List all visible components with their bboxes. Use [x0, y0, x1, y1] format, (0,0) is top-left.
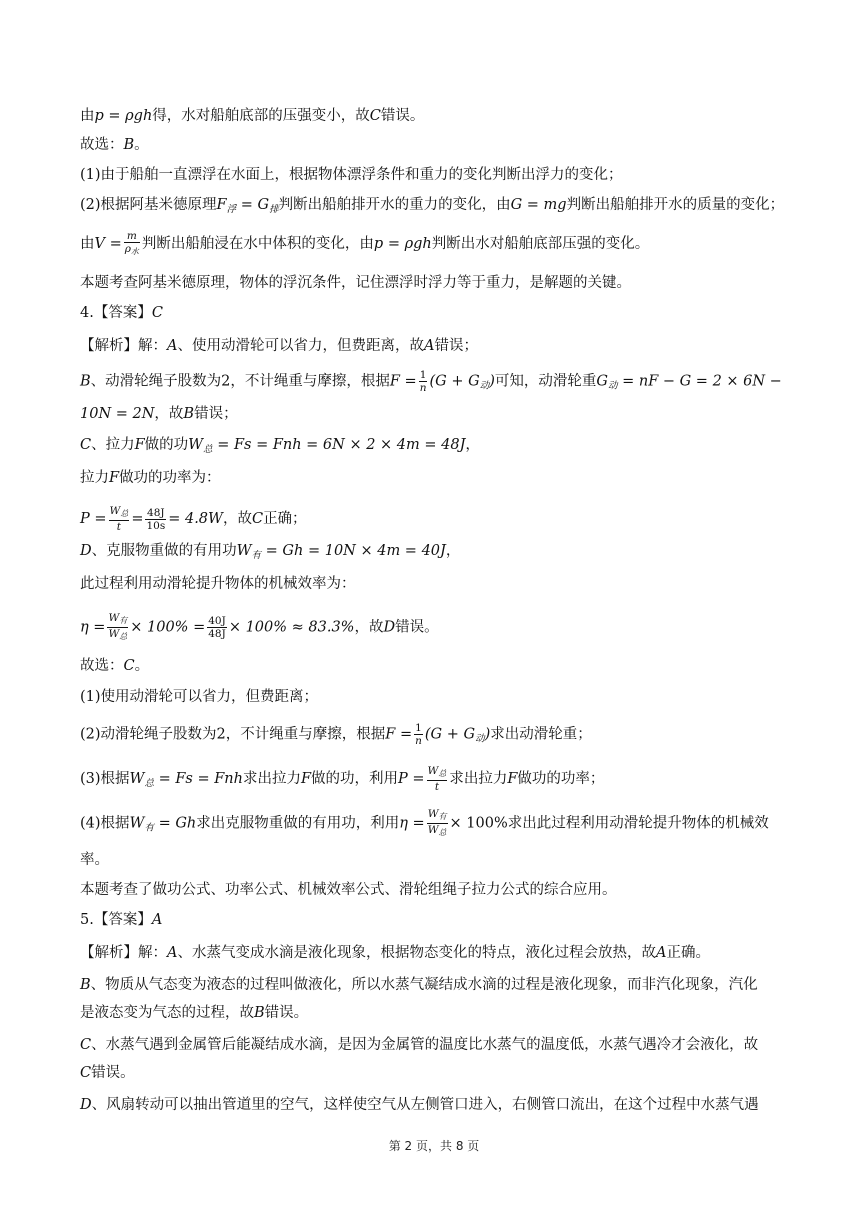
formula: 10N = 2N: [80, 406, 155, 422]
option-letter: B: [80, 977, 91, 993]
text: (4)根据: [80, 815, 130, 832]
fraction-numerator: [109, 505, 130, 521]
text: ρ: [124, 243, 131, 255]
text: 求出动滑轮重；: [490, 726, 592, 743]
q5-answer: [80, 910, 162, 930]
q3-pressure-line: [80, 106, 424, 126]
text: 、物质从气态变为液态的过程叫做液化，所以水蒸气凝结成水滴的过程是液化现象，而非汽化现象，汽化: [90, 977, 758, 993]
text: ，不计绳重与摩擦，根据: [230, 373, 390, 390]
fraction: [419, 369, 428, 394]
formula: η =: [399, 815, 425, 832]
formula: V =: [94, 236, 122, 252]
number: 2: [221, 373, 231, 390]
q4-analysis-a: [80, 336, 478, 356]
fraction-numerator: m: [124, 230, 140, 243]
formula: W: [129, 815, 145, 832]
text: 求出拉力: [449, 771, 508, 787]
text: 拉力: [80, 470, 109, 486]
option-letter: D: [383, 619, 396, 636]
text: 本题考查了做功公式、功率公式、机械效率公式、滑轮组绳子拉力公式的综合应用。: [80, 882, 617, 898]
q5-analysis-c2: [80, 1063, 135, 1083]
q5-analysis-d1: [80, 1095, 759, 1115]
text: ，故: [222, 511, 252, 527]
option-letter: B: [123, 137, 135, 153]
formula: p = ρgh: [373, 236, 432, 252]
text: 故选：: [80, 658, 124, 674]
formula: W: [188, 437, 204, 453]
page-number-footer: 第 2 页，共 8 页: [388, 1139, 480, 1153]
formula: = nF − G = 2 × 6N −: [617, 373, 782, 390]
text: 、风扇转动可以抽出管道里的空气，这样使空气从左侧管口进入，右侧管口流出，在这个过程中水蒸气遇: [91, 1097, 759, 1113]
formula: × 100% =: [130, 619, 206, 636]
text: 、克服物重做的有用功: [91, 543, 237, 559]
q4-analysis-d2: [80, 574, 356, 594]
formula: × 100% ≈ 83.3%: [228, 619, 355, 636]
text: 。: [134, 137, 149, 153]
fraction-numerator: 40J: [208, 615, 226, 627]
option-letter: C: [80, 1037, 92, 1053]
formula: = G: [236, 197, 270, 213]
text: 错误。: [91, 1065, 135, 1081]
option-letter: C: [251, 511, 264, 527]
text: 判断出水对船舶底部压强的变化。: [431, 236, 650, 252]
fraction-numerator: 1: [415, 722, 422, 734]
formula: F =: [385, 726, 413, 743]
option-letter: B: [183, 406, 195, 422]
fraction-denominator: t: [434, 781, 440, 793]
option-letter: A: [423, 338, 435, 354]
formula: G = mg: [510, 197, 567, 213]
text: (3)根据: [80, 771, 130, 787]
q3-analysis-2: [80, 195, 784, 220]
formula: = Fs = Fnh = 6N × 2 × 4m = 48J: [212, 437, 466, 453]
formula: G: [596, 373, 608, 390]
fraction-denominator: 48J: [208, 628, 226, 640]
q4-point-3: [80, 765, 604, 794]
fraction: [427, 765, 448, 793]
text: 【解析】解：: [80, 945, 167, 961]
text: 由: [80, 236, 95, 252]
formula: = Gh: [153, 815, 197, 832]
fraction: [107, 612, 128, 643]
formula: W: [129, 771, 145, 787]
q4-answer: [80, 303, 163, 323]
text: 故选：: [80, 137, 124, 153]
subscript: 水: [130, 247, 139, 256]
option-letter: A: [151, 912, 163, 928]
option-letter: C: [151, 305, 163, 321]
fraction-denominator: n: [415, 735, 422, 747]
subscript: 有: [251, 550, 262, 561]
option-letter: A: [655, 945, 667, 961]
text: ，: [445, 543, 461, 559]
subscript: 总: [438, 769, 447, 778]
text: 做功的功率；: [517, 771, 605, 787]
q5-analysis-b2: [80, 1003, 308, 1023]
fraction-denominator: [124, 243, 140, 258]
q4-analysis-b1: [80, 369, 782, 397]
text: ，不计绳重与摩擦，根据: [225, 726, 386, 743]
q3-answer-choice: [80, 135, 149, 155]
q3-summary: [80, 273, 631, 293]
text: 。: [134, 658, 150, 674]
text: W: [108, 612, 120, 624]
text: (1)使用动滑轮可以省力，但费距离；: [80, 689, 319, 705]
fraction: [124, 230, 140, 258]
text: 求出克服物重做的有用功，利用: [196, 815, 400, 832]
formula: =: [131, 511, 144, 527]
text: 做功的功率为：: [119, 470, 221, 486]
option-letter: A: [167, 338, 178, 354]
option-letter: C: [369, 108, 381, 124]
q4-answer-choice: [80, 656, 149, 676]
q4-point-1: [80, 687, 318, 707]
text: 正确；: [263, 511, 307, 527]
subscript: 总: [438, 828, 447, 837]
text: W: [109, 505, 121, 517]
q5-analysis-b1: [80, 975, 758, 995]
option-letter: B: [80, 373, 91, 390]
q3-analysis-1: [80, 165, 623, 185]
fraction: [427, 808, 448, 839]
text: W: [427, 765, 439, 777]
q4-analysis-c3: [80, 505, 307, 533]
text: 是液态变为气态的过程，故: [80, 1005, 254, 1021]
option-letter: C: [80, 1065, 92, 1081]
text: 做的功: [144, 437, 189, 453]
text: 错误。: [264, 1005, 309, 1021]
fraction: [145, 507, 166, 532]
text: ，: [465, 437, 480, 453]
formula: = Gh = 10N × 4m = 40J: [261, 543, 446, 559]
text: 求出拉力: [242, 771, 301, 787]
subscript: 有: [438, 812, 447, 821]
fraction-denominator: [427, 824, 448, 839]
subscript: 有: [119, 616, 128, 625]
formula: F: [300, 771, 312, 787]
fraction-denominator: t: [116, 521, 122, 533]
answer-label: 4.【答案】: [80, 305, 152, 321]
fraction: [207, 615, 227, 640]
text: 、水蒸气变成水滴是液化现象，根据物态变化的特点，液化过程会放热，故: [177, 945, 656, 961]
text: 判断出船舶浸在水中体积的变化，由: [141, 236, 374, 252]
text: W: [108, 628, 120, 640]
subscript: 排: [269, 204, 279, 215]
option-letter: A: [167, 945, 178, 961]
text: 、使用动滑轮可以省力，但费距离，故: [177, 338, 424, 354]
text: 错误；: [434, 338, 478, 354]
option-letter: D: [80, 1097, 92, 1113]
subscript: 动: [479, 380, 490, 392]
formula: = 4.8W: [168, 511, 223, 527]
formula: × 100%: [449, 815, 508, 832]
text: 错误；: [194, 406, 238, 422]
q4-point-4-cont: [80, 850, 109, 870]
text: ，故: [354, 619, 384, 636]
formula: W: [236, 543, 252, 559]
text: ，故: [154, 406, 184, 422]
subscript: 总: [144, 778, 154, 789]
text: 做的功，利用: [311, 771, 399, 787]
text: 错误。: [380, 108, 425, 124]
option-letter: D: [80, 543, 92, 559]
formula: ): [489, 373, 495, 390]
subscript: 浮: [226, 204, 237, 215]
formula: (G + G: [424, 726, 476, 743]
text: 错误。: [395, 619, 439, 636]
formula: ): [484, 726, 491, 743]
number: 2: [216, 726, 226, 743]
text: 、动滑轮绳子股数为: [90, 373, 222, 390]
q4-analysis-b2: [80, 404, 238, 424]
answer-label: 5.【答案】: [80, 912, 152, 928]
formula: η =: [80, 619, 106, 636]
subscript: 总: [120, 509, 129, 518]
text: 由: [80, 108, 95, 124]
fraction-numerator: 48J: [147, 506, 165, 519]
text: 判断出船舶排开水的重力的变化，由: [278, 197, 511, 213]
q4-point-2: [80, 722, 592, 750]
fraction-numerator: 1: [419, 369, 427, 381]
fraction-numerator: [427, 808, 448, 824]
text: 判断出船舶排开水的质量的变化；: [566, 197, 785, 213]
text: (1)由于船舶一直漂浮在水面上，根据物体漂浮条件和重力的变化判断出浮力的变化；: [80, 167, 623, 183]
text: 【解析】解：: [80, 338, 167, 354]
subscript: 总: [119, 632, 128, 641]
formula: F: [507, 771, 518, 787]
fraction-numerator: [427, 765, 448, 781]
option-letter: B: [254, 1005, 265, 1021]
formula: P =: [80, 511, 107, 527]
text: 求出此过程利用动滑轮提升物体的机械效: [507, 815, 769, 832]
formula: F: [109, 470, 120, 486]
fraction: [109, 505, 130, 533]
q5-analysis-a: [80, 943, 710, 963]
text: 本题考查阿基米德原理，物体的浮沉条件，记住漂浮时浮力等于重力，是解题的关键。: [80, 275, 631, 291]
formula: F: [134, 437, 145, 453]
option-letter: C: [123, 658, 135, 674]
fraction-denominator: 10s: [146, 519, 166, 532]
text: (2)根据阿基米德原理: [80, 197, 217, 213]
formula: F: [216, 197, 227, 213]
fraction-denominator: [107, 628, 128, 643]
subscript: 动: [607, 380, 618, 392]
q4-analysis-d1: [80, 541, 460, 566]
fraction: [414, 722, 423, 747]
q3-analysis-3: [80, 230, 649, 258]
subscript: 动: [475, 733, 485, 745]
formula: (G + G: [429, 373, 480, 390]
text: W: [427, 808, 439, 820]
text: 、水蒸气遇到金属管后能凝结成水滴，是因为金属管的温度比水蒸气的温度低，水蒸气遇冷才会液化，故: [91, 1037, 759, 1053]
text: (2)动滑轮绳子股数为: [80, 726, 217, 743]
q5-analysis-c1: [80, 1035, 758, 1055]
text: 率。: [80, 852, 109, 868]
text: 此过程利用动滑轮提升物体的机械效率为：: [80, 576, 356, 592]
text: 、拉力: [91, 437, 135, 453]
fraction-numerator: [107, 612, 128, 628]
q4-summary: [80, 880, 617, 900]
fraction-denominator: n: [419, 382, 427, 394]
text: 可知，动滑轮重: [494, 373, 597, 390]
text: 得，水对船舶底部的压强变小，故: [152, 108, 370, 124]
subscript: 总: [203, 444, 213, 455]
formula: p = ρgh: [94, 108, 153, 124]
subscript: 有: [144, 822, 154, 834]
formula: = Fs = Fnh: [153, 771, 243, 787]
formula: F =: [389, 373, 417, 390]
q4-point-4: [80, 808, 769, 839]
option-letter: C: [80, 437, 92, 453]
formula: P =: [398, 771, 425, 787]
q4-analysis-d3: [80, 612, 439, 643]
text: 正确。: [666, 945, 710, 961]
q4-analysis-c2: [80, 468, 221, 488]
q4-analysis-c1: [80, 435, 480, 460]
text: W: [427, 824, 439, 836]
